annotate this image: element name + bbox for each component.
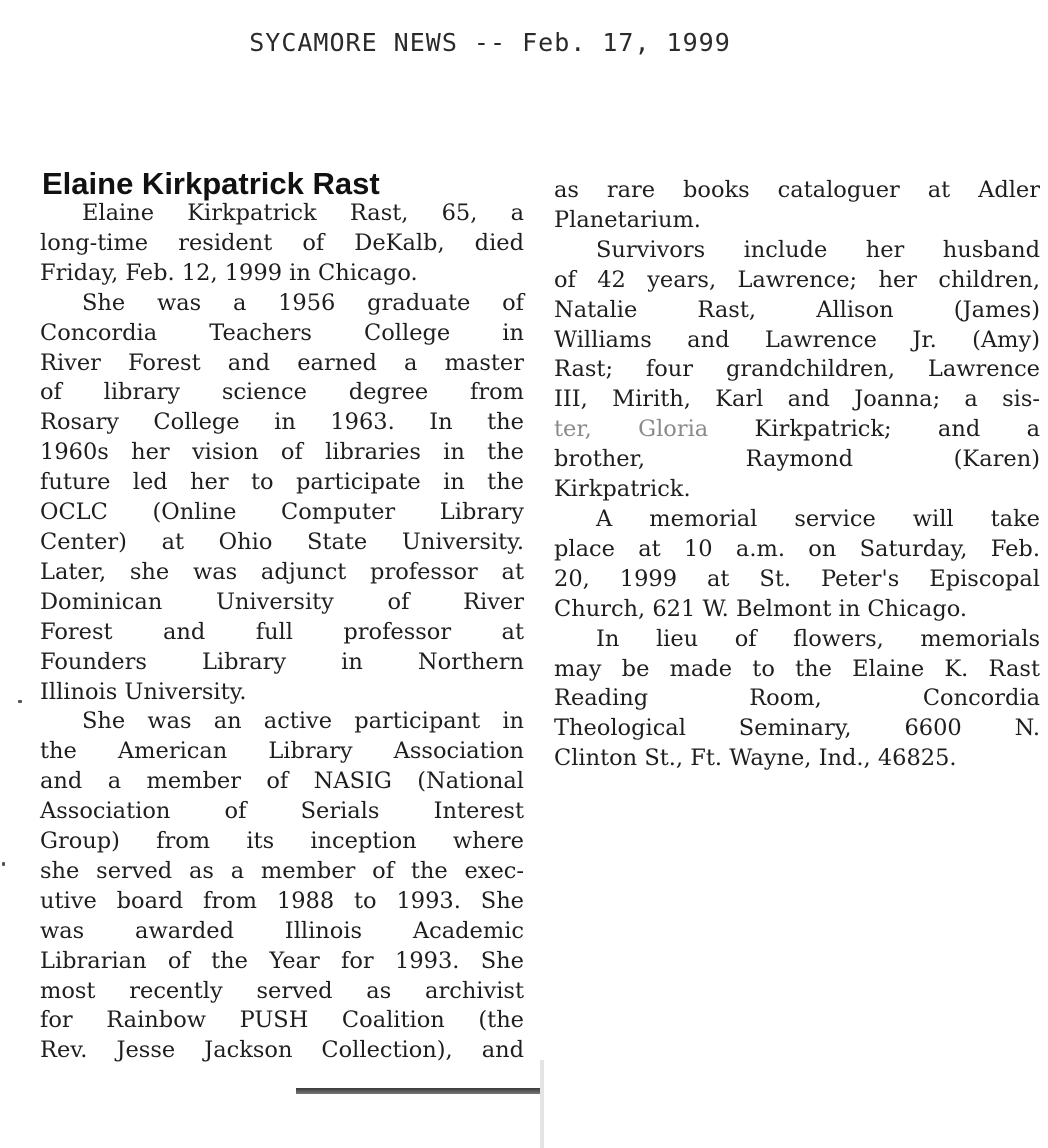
paragraph-survivors xyxy=(554,236,1040,505)
text-line: place at 10 a.m. on Saturday, Feb. xyxy=(554,535,1040,562)
obituary-headline: Elaine Kirkpatrick Rast xyxy=(42,166,380,201)
scan-speck xyxy=(18,700,22,703)
text-line: Forest and full professor at xyxy=(40,618,524,645)
text-line: River Forest and earned a master xyxy=(40,349,524,376)
text-line: brother, Raymond (Karen) xyxy=(554,446,1040,473)
text-line: III, Mirith, Karl and Joanna; a sis- xyxy=(554,386,1040,413)
text-line: Reading Room, Concordia xyxy=(554,685,1040,712)
text-line: In lieu of flowers, memorials xyxy=(596,625,1040,652)
text-line: Elaine Kirkpatrick Rast, 65, a xyxy=(82,200,524,226)
text-line: most recently served as archivist xyxy=(40,977,524,1004)
paragraph-continuation xyxy=(554,176,1040,236)
text-line: Church, 621 W. Belmont in Chicago. xyxy=(554,595,968,622)
scan-speck xyxy=(2,862,5,866)
text-line: Williams and Lawrence Jr. (Amy) xyxy=(554,326,1040,353)
right-column xyxy=(554,176,1040,774)
paragraph-memorials xyxy=(554,625,1040,775)
text-line: Later, she was adjunct professor at xyxy=(40,558,524,585)
text-line: may be made to the Elaine K. Rast xyxy=(554,655,1040,682)
text-line: A memorial service will take xyxy=(596,505,1040,532)
text-line: Rast; four grandchildren, Lawrence xyxy=(554,356,1040,383)
text-line: of library science degree from xyxy=(40,379,524,406)
clipping-edge-shadow xyxy=(540,1060,544,1148)
text-line: long-time resident of DeKalb, died xyxy=(40,229,524,256)
paragraph-education-career xyxy=(40,289,524,708)
text-line: for Rainbow PUSH Coalition (the xyxy=(40,1007,524,1034)
text-line: Planetarium. xyxy=(554,206,701,233)
text-line: Librarian of the Year for 1993. She xyxy=(40,947,524,974)
text-line: Survivors include her husband xyxy=(596,236,1040,263)
text-line: Theological Seminary, 6600 N. xyxy=(554,715,1040,742)
paragraph-death-notice xyxy=(40,199,524,289)
text-line: Concordia Teachers College in xyxy=(40,319,524,346)
text-line: as rare books cataloguer at Adler xyxy=(554,177,1040,203)
faded-print: ter, Gloria xyxy=(554,416,709,443)
paragraph-memorial-service xyxy=(554,505,1040,625)
left-column xyxy=(40,199,524,1066)
text-line: Dominican University of River xyxy=(40,588,524,615)
text-line: She was a 1956 graduate of xyxy=(82,289,524,316)
text-line: she served as a member of the exec- xyxy=(40,857,524,884)
text-line: Group) from its inception where xyxy=(40,828,524,855)
text-line: the American Library Association xyxy=(40,738,524,765)
text-line: Illinois University. xyxy=(40,678,247,705)
text-line: Center) at Ohio State University. xyxy=(40,528,524,555)
text-line: She was an active participant in xyxy=(82,708,524,735)
text-line: Rosary College in 1963. In the xyxy=(40,409,524,436)
text-line: 20, 1999 at St. Peter's Episcopal xyxy=(554,565,1040,592)
text-line: Association of Serials Interest xyxy=(40,798,524,825)
text-line: Clinton St., Ft. Wayne, Ind., 46825. xyxy=(554,745,957,772)
text-line: and a member of NASIG (National xyxy=(40,768,524,795)
text-line: OCLC (Online Computer Library xyxy=(40,499,524,526)
paragraph-associations xyxy=(40,707,524,1066)
text-line: Kirkpatrick. xyxy=(554,476,691,503)
masthead: SYCAMORE NEWS -- Feb. 17, 1999 xyxy=(249,28,731,57)
text-line: Rev. Jesse Jackson Collection), and xyxy=(40,1037,524,1064)
text-line: Natalie Rast, Allison (James) xyxy=(554,296,1040,323)
text-line: utive board from 1988 to 1993. She xyxy=(40,887,524,914)
clipping-edge-rule xyxy=(296,1088,540,1094)
text-line: Friday, Feb. 12, 1999 in Chicago. xyxy=(40,259,418,286)
text-line: Founders Library in Northern xyxy=(40,648,524,675)
text-line: of 42 years, Lawrence; her children, xyxy=(554,266,1040,293)
text-line: was awarded Illinois Academic xyxy=(40,917,524,944)
text-line: future led her to participate in the xyxy=(40,469,524,496)
text-line: 1960s her vision of libraries in the xyxy=(40,439,524,466)
text-line: ter, Gloria Kirkpatrick; and a xyxy=(554,416,1040,443)
